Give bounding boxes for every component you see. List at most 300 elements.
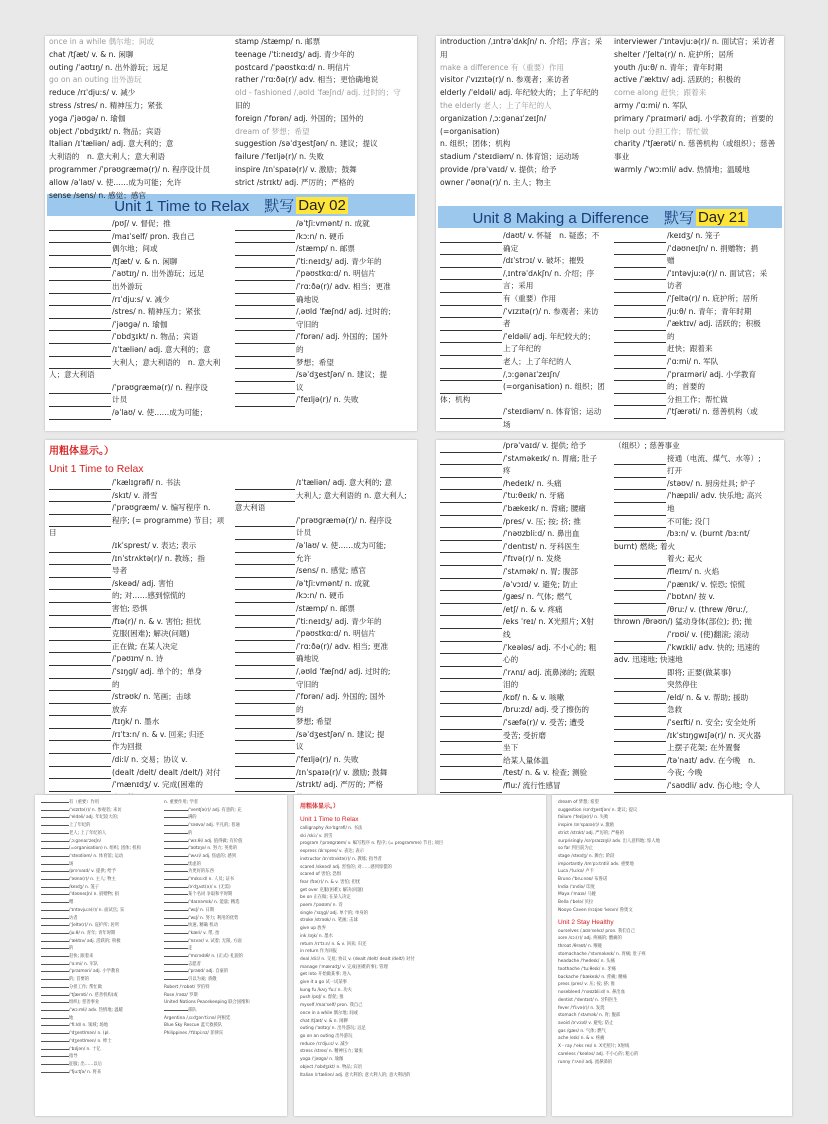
word-list-left [440, 36, 606, 206]
thumb-entry [300, 833, 540, 841]
blank-line [235, 695, 295, 704]
blank-line [440, 620, 502, 629]
dictation-entry [440, 490, 606, 503]
thumb-entry [558, 799, 786, 807]
blank-line [41, 833, 69, 834]
thumb-entry-text: /ˈfjuːtʃə/ n. 将来 [69, 1069, 102, 1075]
blank-line [49, 732, 111, 741]
thumb-entry-text: /ˈæktɪv/ adj. 活跃的; 积极 [69, 938, 121, 944]
dictation-entry [49, 331, 227, 344]
thumb-entry-text: 赶快; 跟着来 [69, 954, 94, 960]
blank-line [41, 902, 69, 903]
blank-line [440, 507, 502, 516]
thumb-entry-text: 访者 [69, 915, 78, 921]
dictation-entry-text: 急救 [667, 705, 683, 715]
thumb-entry [300, 1048, 540, 1056]
blank-line [440, 708, 502, 717]
blank-line [235, 272, 295, 281]
dictation-entry-text [112, 793, 143, 794]
blank-line [164, 856, 188, 857]
dictation-entry [235, 754, 413, 767]
thumb-entry-text: poem /ˈpəʊɪm/ n. 诗 [300, 903, 343, 909]
thumb-entry [164, 814, 281, 822]
dictation-entry-text: /θruː/ v. (threw /θruː/, [667, 604, 749, 614]
thumb-entry-text: Philippines /ˈfɪlɪpiːnz/ 菲律宾 [164, 1031, 224, 1037]
dictation-entry-text: /ˈfɒrən/ adj. 外国的；国外 [296, 332, 388, 342]
dictation-entry [49, 767, 227, 780]
thumb-entry [164, 953, 281, 961]
thumb-entry-text: /ˈvɪzɪtə(r)/ n. 参观者; 来访 [69, 807, 122, 813]
dictation-entry-text: /ˈsaʊdli/ adv. 伤心地; 令人 [667, 781, 761, 791]
blank-line [49, 493, 111, 502]
thumb-entry-text: calligraphy /kəˈlɪɡrəfi/ n. 书法 [300, 826, 363, 831]
dictation-entry [49, 243, 227, 256]
dictation-entry [614, 767, 780, 780]
dictation-entry-text: /ˈɑːmi/ n. 军队 [667, 356, 719, 366]
dictation-entry [235, 394, 413, 407]
thumb-entry-text: Rose /rəʊz/ 罗斯 [164, 992, 198, 998]
thumb-entry-text: /ˈdəʊneɪʃn/ n. 捐赠物; 捐 [69, 892, 120, 898]
blank-line [49, 695, 111, 704]
dictation-entry-text: /ˈstʌməkeɪk/ n. 胃痛; 肚子 [503, 453, 598, 463]
blank-line [614, 271, 666, 280]
dictation-entry-text: /pres/ v. 压; 按; 挤; 推 [503, 516, 581, 526]
dictation-entry-text: /keɪdʒ/ n. 笼子 [667, 231, 721, 240]
vocab-entry-text: help out 分担工作；帮忙做 [614, 126, 709, 136]
dictation-entry-text: 的；首要的 [667, 382, 705, 392]
blank-line [41, 887, 69, 888]
vocab-sheet-unit1-top [45, 36, 417, 431]
dictation-entry [49, 281, 227, 294]
vocab-entry-text: failure /ˈfeɪljə(r)/ n. 失败 [235, 152, 324, 162]
blank-line [614, 695, 666, 704]
dictation-entry-text: /ˈprəʊɡræm/ v. 编写程序 n. [112, 503, 211, 513]
blank-line [49, 770, 111, 779]
dictation-entry-text: 泪的 [503, 680, 519, 690]
thumb-entry-text: /ˈɪntəvjuːə(r)/ n. 面试官; 采 [69, 907, 125, 913]
dictation-entry-text: /ˈjəʊɡə/ n. 瑜伽 [112, 319, 168, 329]
blank-line [440, 481, 502, 490]
vocab-sheet-unit1-dictation [45, 440, 417, 794]
blank-line [41, 910, 69, 911]
dictation-entry [235, 243, 413, 256]
thumb-entry [558, 830, 786, 838]
blank-line [49, 481, 111, 490]
thumb-entry-text: /ˈmɛrədɪθ/ n. (正式) 礼貌的 [188, 954, 243, 960]
thumb-entry-text: 某个名词 争取和平时期 [188, 892, 233, 898]
thumb-entry-text: headache /ˈhedeɪk/ n. 头痛 [558, 959, 615, 965]
dictation-entry [49, 691, 227, 704]
blank-line [41, 933, 69, 934]
vocab-sheet-unit2-dictation [436, 440, 784, 794]
blank-line [235, 707, 295, 716]
thumb-entry-text: object /ˈɒbdʒɪkt/ n. 物品; 宾语 [300, 1064, 362, 1070]
thumb-entry-text: 组织); 慈善事业 [69, 1000, 100, 1006]
dictation-entry-text: /səˈdʒestʃən/ n. 建议; 提 [296, 729, 385, 739]
blank-line [41, 1025, 69, 1026]
dictation-entry-text: /skeəd/ adj. 害怕 [112, 578, 174, 588]
dictation-banner [438, 206, 782, 228]
thumb-entry-text: 满的 [188, 815, 197, 821]
dictation-entry-text: /ˈhæpɪli/ adv. 快乐地; 高兴 [667, 491, 762, 501]
blank-line [49, 644, 111, 653]
dictation-entry [49, 319, 227, 332]
vocab-entry [440, 62, 606, 75]
thumb-entry [164, 976, 281, 984]
thumb-entry [41, 891, 158, 899]
thumb-entry [164, 830, 281, 838]
banner-day: Day 02 [298, 196, 346, 214]
dictation-entry-text: /maɪˈself/ pron. 我自己 [112, 231, 195, 241]
dictation-entry-text: /səˈdʒestʃən/ n. 建议；提 [296, 370, 388, 380]
thumb-entry-text: stress /stres/ n. 精神压力; 紧张 [300, 1049, 363, 1055]
dictation-entry [49, 603, 227, 616]
vocab-entry [614, 100, 780, 113]
blank-line [614, 284, 666, 293]
blank-line [614, 708, 666, 717]
thumb-entry-text: strict /strɪkt/ adj. 严厉的; 严格的 [558, 830, 624, 836]
blank-line [440, 695, 502, 704]
blank-line [49, 619, 111, 628]
dictation-left [440, 440, 606, 794]
thumb-entry-text: /ˈfiːld/ n. 领域; 场地 [69, 1023, 108, 1029]
vocab-entry [440, 74, 606, 87]
dictation-entry [614, 255, 780, 268]
dictation-entry [235, 231, 413, 244]
dictation-entry-text: 的; 对……感到惊慌的 [112, 591, 186, 601]
thumb-entry-text: nosebleed /ˈnəʊzbliːd/ n. 鼻出血 [558, 990, 625, 996]
dictation-entry [440, 356, 606, 369]
blank-line [235, 360, 295, 369]
dictation-entry [49, 268, 227, 281]
dictation-entry-text: /ɡæs/ n. 气体; 燃气 [503, 592, 572, 602]
thumb-entry-text: /ˈnɛvər/ v. 试着; 无限, 方面 [188, 938, 242, 944]
vocab-entry [614, 36, 780, 49]
dictation-entry [614, 579, 780, 592]
thumb-entry [558, 1012, 786, 1020]
dictation-entry-text: 受苦; 受折磨 [503, 730, 546, 740]
blank-line [614, 259, 666, 268]
thumb-entry-text: outing /ˈaʊtɪŋ/ n. 出外游玩; 远足 [300, 1026, 366, 1032]
vocab-entry-text: foreign /ˈfɒrən/ adj. 外国的；国外的 [235, 113, 364, 123]
dictation-entry [614, 331, 780, 344]
blank-line [235, 544, 295, 553]
blank-line [41, 956, 69, 957]
dictation-entry [440, 406, 606, 419]
dictation-entry-text: 的 [112, 679, 120, 689]
dictation-entry-text: 有（重要）作用 [503, 293, 557, 303]
dictation-entry-text: 赠 [667, 256, 675, 266]
dictation-entry [614, 293, 780, 306]
dictation-entry-text: /ˈpænɪk/ v. 惊恐; 惊慌 [667, 579, 746, 589]
thumb-entry [164, 845, 281, 853]
unit-title: Unit 2 Stay Healthy [558, 918, 614, 926]
thumb-entry [41, 830, 158, 838]
dictation-list [45, 477, 417, 794]
blank-line [614, 507, 666, 516]
dictation-entry [49, 540, 227, 553]
thumb-entry [41, 984, 158, 992]
dictation-entry [440, 742, 606, 755]
dictation-entry [235, 306, 413, 319]
blank-line [49, 247, 111, 256]
dictation-entry-text: adv. 迅速地; 快速地 [614, 655, 683, 665]
dictation-entry [49, 565, 227, 578]
blank-line [41, 825, 69, 826]
dictation-entry [440, 642, 606, 655]
blank-line [49, 310, 111, 319]
thumb-entry-text: /juːθ/ n. 青年; 青年时期 [69, 930, 116, 936]
blank-line [440, 259, 502, 268]
thumb-entry [558, 1043, 786, 1051]
dictation-entry [49, 515, 227, 540]
blank-line [440, 519, 502, 528]
thumb-entry-text: sore /sɔː(r)/ adj. 疼痛的; 酸痛的 [558, 936, 622, 942]
dictation-entry [235, 490, 413, 515]
thumb-entry [558, 1035, 786, 1043]
vocab-entry-text: dream of 梦想；希望 [235, 126, 310, 136]
blank-line [41, 918, 69, 919]
dictation-entry [49, 716, 227, 729]
vocab-sheet-unit8-top [436, 36, 784, 431]
thumb-entry-text: 快速, 精确 机动 [188, 923, 218, 929]
dictation-entry-text: 确定 [503, 243, 519, 253]
blank-line [49, 607, 111, 616]
blank-line [164, 879, 188, 880]
dictation-entry-text: /ˈsteɪdiəm/ n. 体育馆；运动 [503, 407, 602, 417]
dictation-entry [440, 793, 606, 794]
dictation-entry-text: /kɔːn/ n. 硬币 [296, 231, 345, 241]
dictation-entry [235, 679, 413, 692]
blank-line [440, 683, 502, 692]
thumb-entry-text: 地 [69, 1015, 74, 1021]
thumb-entry-text: ski /skiː/ v. 滑雪 [300, 833, 333, 839]
thumb-entry-text: stomachache /ˈstʌməkeɪk/ n. 胃痛; 肚子疼 [558, 951, 646, 957]
dictation-entry [614, 692, 780, 705]
thumbnail-sheet-1 [35, 795, 287, 1116]
blank-line [49, 272, 111, 281]
dictation-entry-text: 的 [296, 344, 304, 354]
vocab-entry [440, 151, 606, 164]
thumb-entry-text: get over 克服(困难); 解决(问题) [300, 887, 364, 893]
blank-line [49, 745, 111, 754]
thumb-entry-text: 有（重要）作用 [69, 800, 100, 805]
thumb-entry [41, 1046, 158, 1054]
thumb-entry [164, 876, 281, 884]
dictation-entry-text: /juːθ/ n. 青年；青年时期 [667, 306, 752, 316]
thumb-entry [558, 853, 786, 861]
blank-line [440, 733, 502, 742]
vocab-entry-text: come along 赶快；跟着来 [614, 88, 707, 98]
blank-line [164, 864, 188, 865]
thumb-entry-text: /ˈdʒentlmen/ n. 绅士 [69, 1038, 112, 1044]
dictation-entry [440, 667, 606, 680]
blank-line [41, 802, 69, 803]
blank-line [614, 607, 666, 616]
thumb-entry [164, 1030, 281, 1038]
vocab-entry-text: warmly /ˈwɔːmli/ adv. 热情地；温暖地 [614, 164, 750, 174]
thumb-entry-text: backache /ˈbækeɪk/ n. 背痛; 腰痛 [558, 974, 627, 980]
vocab-entry [440, 36, 606, 49]
thumb-entry [300, 840, 540, 848]
dictation-entry [235, 369, 413, 382]
blank-line [164, 894, 188, 895]
vocab-entry [235, 113, 413, 126]
dictation-entry-text: 今夜; 今晚 [667, 768, 703, 778]
dictation-entry [614, 755, 780, 768]
vocab-entry [49, 87, 227, 100]
thumb-entry [41, 807, 158, 815]
blank-line [164, 918, 188, 919]
dictation-entry [440, 293, 606, 306]
thumb-entry-text: Nooyo Caven /nɔɪjəʊ ˈkeɪvn/ 鲁奥文 [558, 907, 633, 913]
vocab-entry-text: primary /ˈpraɪməri/ adj. 小学教育的；首要的 [614, 113, 774, 123]
blank-line [614, 683, 666, 692]
thumb-entry-text: ink /ɪŋk/ n. 墨水 [300, 933, 333, 939]
thumb-entry [41, 992, 158, 1000]
blank-line [41, 810, 69, 811]
thumb-entry-text: /ˈeldəli/ adj. 年纪较大的; [69, 815, 119, 821]
blank-line [440, 633, 502, 642]
thumb-entry [164, 938, 281, 946]
dictation-entry [614, 440, 780, 453]
blank-line [49, 360, 111, 369]
blank-line [440, 771, 502, 780]
dictation-entry-text: /stæmp/ n. 邮票 [296, 244, 355, 254]
vocab-entry-text: sense /sens/ n. 感觉；感官 [49, 190, 147, 200]
blank-line [49, 632, 111, 641]
thumb-entry-text: surprisingly /səˈpraɪzɪŋli/ adv. 出人意料地; 惊人地 [558, 838, 660, 844]
dictation-entry [235, 578, 413, 591]
thumb-entry [41, 945, 158, 953]
dictation-entry-text: /ˈfɒrən/ adj. 外国的; 国外 [296, 692, 386, 702]
dictation-entry-text: /ˈtuːθeɪk/ n. 牙痛 [503, 491, 565, 501]
dictation-entry [440, 566, 606, 579]
thumb-entry-text: (=organisation) n. 组织; 团体; 机构 [69, 846, 141, 852]
thumb-entry-text: 分担工作; 帮忙做 [69, 984, 102, 990]
blank-line [235, 247, 295, 256]
dictation-entry-text: /fluː/ 流行性感冒 [503, 781, 561, 791]
thumb-entry [300, 848, 540, 856]
dictation-entry-text: 言；采用 [503, 281, 534, 291]
dictation-entry-text: 心的 [503, 655, 519, 665]
thumb-entry-text: /ˌɔːɡənaɪˈzeɪʃn/ [69, 838, 102, 844]
vocab-entry [614, 113, 780, 126]
thumb-entry [300, 1010, 540, 1018]
thumb-entry [300, 933, 540, 941]
dictation-entry-text: 上摆子花架; 在外置餐 [667, 743, 741, 753]
blank-line [440, 607, 502, 616]
blank-line [614, 570, 666, 579]
blank-line [41, 1056, 69, 1057]
blank-line [235, 373, 295, 382]
blank-line [164, 933, 188, 934]
blank-line [41, 1033, 69, 1034]
dictation-entry [614, 406, 780, 419]
vocab-entry-text: 大利语的 n. 意大利人；意大利语 [49, 152, 165, 162]
thumb-list-2 [558, 928, 786, 1067]
dictation-entry-text: 者 [503, 319, 511, 329]
vocab-entry-text: rather /ˈrɑːðə(r)/ adv. 相当；更恰确地说 [235, 75, 379, 85]
dictation-entry [49, 628, 227, 641]
thumb-list [558, 799, 786, 915]
thumb-entry-text: /ˈəʊnə(r)/ n. 主人; 物主 [69, 877, 116, 883]
blank-line [440, 456, 502, 465]
vocab-entry-text: owner /ˈəʊnə(r)/ n. 主人；物主 [440, 177, 551, 187]
thumb-entry-text: once in a while 偶尔地; 间或 [300, 1010, 358, 1016]
thumb-entry [300, 964, 540, 972]
blank-line [614, 456, 666, 465]
thumb-entry [300, 1064, 540, 1072]
dictation-entry [49, 477, 227, 490]
dictation-entry-text: /rɪˈtɜːn/ n. & v. 回来; 归还 [112, 729, 205, 739]
blank-line [440, 784, 502, 793]
dictation-entry [614, 318, 780, 331]
vocab-entry [235, 177, 413, 190]
thumb-entry [41, 938, 158, 946]
unit-title: Unit 1 Time to Relax [300, 816, 359, 823]
thumb-entry [300, 864, 540, 872]
blank-line [235, 745, 295, 754]
vocab-entry [49, 62, 227, 75]
thumb-entry-text: give up 放弃 [300, 926, 326, 932]
blank-line [164, 902, 188, 903]
dictation-entry [49, 590, 227, 603]
thumb-entry [164, 899, 281, 907]
thumb-entry-text: scared of 害怕; 恐惧 [300, 872, 342, 878]
dictation-entry-text: 导者 [112, 566, 128, 576]
banner-day: Day 21 [697, 208, 746, 226]
thumb-entry [558, 974, 786, 982]
blank-line [235, 518, 295, 527]
dictation-entry-text: 守旧的 [296, 319, 319, 329]
dictation-entry-text: /ɪkˈsprest/ v. 表达; 表示 [112, 540, 197, 550]
vocab-entry-text: organization /ˌɔːɡənaɪˈzeɪʃn/ (=organisation) [440, 113, 547, 136]
thumb-entry [300, 987, 540, 995]
dictation-entry-text: /ˈtiːneɪdʒ/ adj. 青少年的 [296, 616, 382, 626]
vocab-entry [235, 62, 413, 75]
dictation-right [614, 440, 780, 794]
blank-line [164, 841, 188, 842]
thumb-entry-text: /ˈtʃærəti/ n. 慈善机构(或 [69, 992, 118, 998]
thumb-entry-text: reduce /rɪˈdjuːs/ v. 减少 [300, 1041, 349, 1047]
vocab-entry-text: elderly /ˈeldəli/ adj. 年纪较大的；上了年纪的 [440, 88, 599, 98]
dictation-entry [614, 230, 780, 243]
dictation-entry [614, 793, 780, 794]
vocab-entry [49, 164, 227, 177]
thumb-entry-text: United Nations Peacekeeping 联合国维和 [164, 1000, 250, 1006]
dictation-entry-text: /stæmp/ n. 邮票 [296, 603, 355, 613]
blank-line [41, 979, 69, 980]
thumb-entry [558, 958, 786, 966]
thumb-entry [558, 989, 786, 997]
dictation-entry-text: 作为回报 [112, 742, 143, 752]
thumb-entry [164, 1022, 281, 1030]
dictation-entry-text: 确地说 [296, 654, 319, 664]
dictation-entry-text: 突然停住 [667, 680, 698, 690]
dictation-entry-text: /ˈseɪfti/ n. 安全; 安全处所 [667, 718, 756, 728]
thumb-entry [164, 961, 281, 969]
dictation-entry [49, 616, 227, 629]
dictation-entry [235, 331, 413, 344]
dictation-entry [440, 591, 606, 604]
thumb-entry-text: /keɪdʒ/ n. 笼子 [69, 884, 100, 890]
thumb-entry-text: press /pres/ v. 压; 按; 挤; 推 [558, 982, 615, 988]
thumb-entry-text: push /pʊʃ/ v. 督促; 推 [300, 995, 344, 1001]
vocab-entry-text: object /ˈɒbdʒɪkt/ n. 物品；宾语 [49, 126, 162, 136]
blank-line [235, 632, 295, 641]
dictation-entry [440, 679, 606, 692]
